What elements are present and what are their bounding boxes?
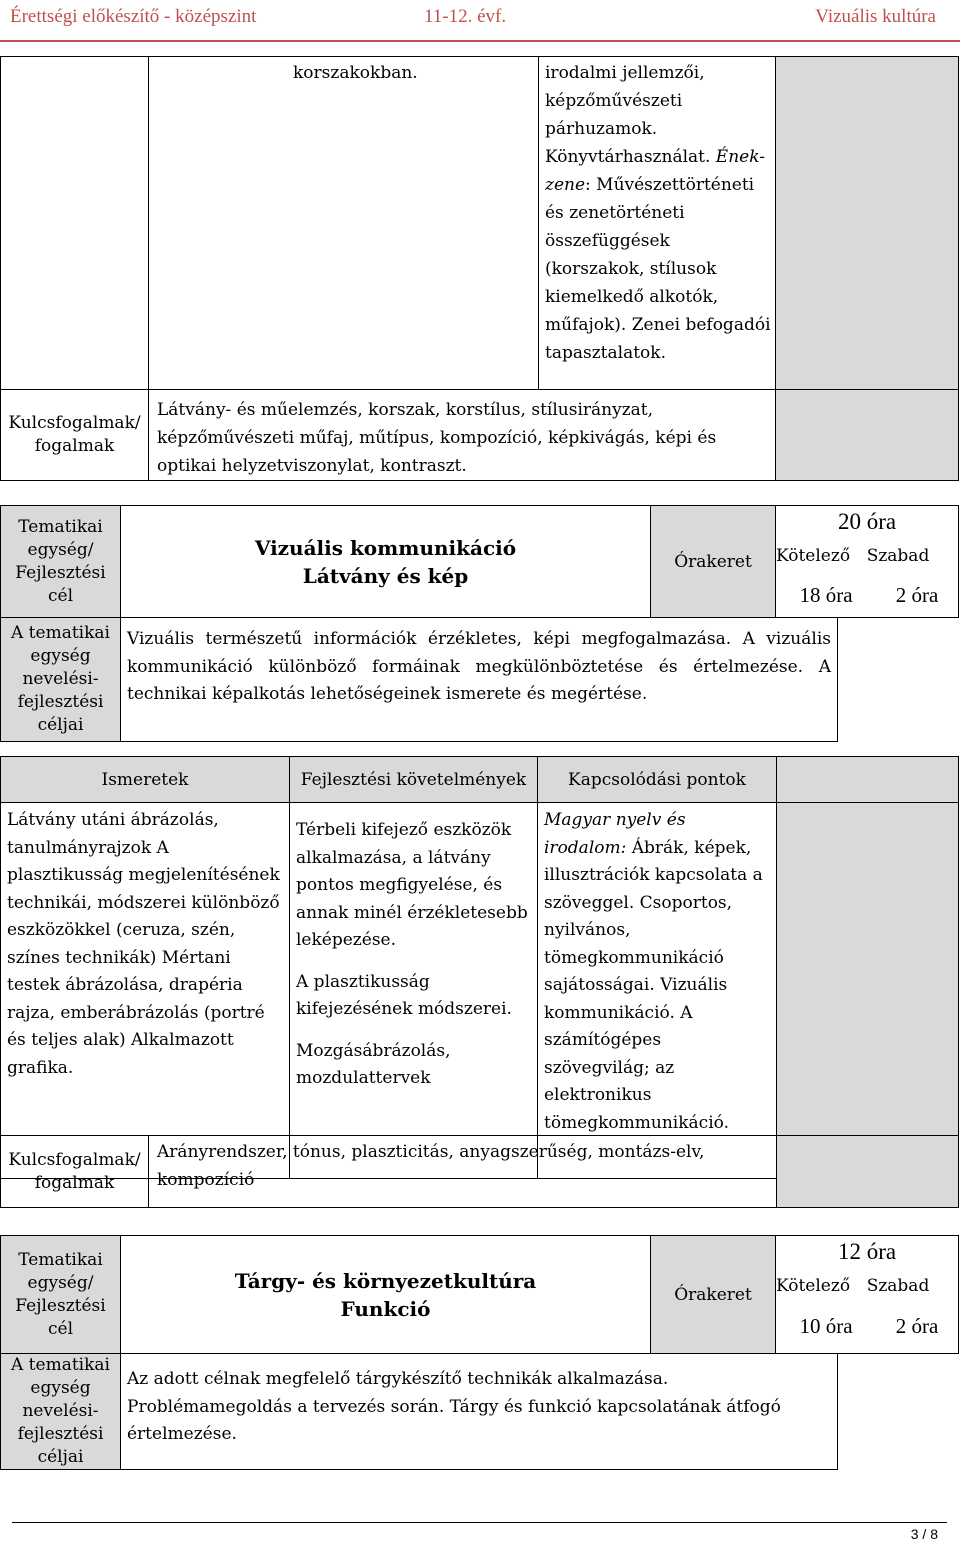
unit-title-main: Tárgy- és környezetkultúra xyxy=(234,1268,537,1293)
kapcsolodas-cell xyxy=(538,803,777,1179)
header-left: Érettségi előkészítő - középszint xyxy=(10,6,257,27)
empty-cell xyxy=(1,57,149,390)
key-concepts-text: Arányrendszer, tónus, plaszticitás, anyagszerűség, montázs-elv, kompozíció xyxy=(149,1136,777,1208)
unit-title xyxy=(121,1236,651,1354)
korszak-text: korszakokban. xyxy=(293,63,418,83)
key-concepts-table-visual xyxy=(0,1135,959,1208)
col-head-fejlesztes: Fejlesztési követelmények xyxy=(290,757,538,803)
unit-label: Tematikai egység/ Fejlesztési cél xyxy=(1,506,121,618)
shaded-cell xyxy=(776,57,959,390)
empty-cell xyxy=(838,1354,959,1470)
orakeret-label: Órakeret xyxy=(651,506,776,618)
goals-text: Vizuális természetű információk érzékletes, képi megfogalmazása. A vizuális kommunikáció különböző formáinak megkülönböztetése és értelmezése. A technikai képalkotás lehetőségeinek ismerete és megértése. xyxy=(121,618,838,742)
col-head-kapcsolodas: Kapcsolódási pontok xyxy=(538,757,777,803)
fejlesztes-1: Térbeli kifejező eszközök alkalmazása, a látvány pontos megfigyelése, és annak minél érzékletesebb leképezése. xyxy=(296,820,528,950)
kapcsolodas-text-b: : Művészettörténeti és zenetörténeti összefüggések (korszakok, stílusok kiemelkedő alkotók, műfajok). Zenei befogadói tapasztalatok. xyxy=(545,175,771,363)
ismeretek-cell: Látvány utáni ábrázolás, tanulmányrajzok A plasztikusság megjelenítésének technikái, módszerei különböző eszközökkel (ceruza, szén, színes technikák) Mértani testek ábrázolása, drapéria rajza, emberábrázolás (portré és teljes alak) Alkalmazott grafika. xyxy=(1,803,290,1179)
szabad-label: Szabad xyxy=(866,546,930,566)
header-subject: Vizuális kultúra xyxy=(815,6,936,27)
korszak-cell xyxy=(149,57,539,390)
fejlesztes-3: Mozgásábrázolás, mozdulattervek xyxy=(296,1040,451,1088)
szabad-label: Szabad xyxy=(866,1276,930,1296)
unit-label: Tematikai egység/ Fejlesztési cél xyxy=(1,1236,121,1354)
kotelezo-hours: 10 óra xyxy=(799,1313,853,1338)
unit-table-object-culture xyxy=(0,1235,959,1470)
kotelezo-label: Kötelező xyxy=(776,546,851,566)
key-concepts-label: Kulcsfogalmak/ fogalmak xyxy=(1,1136,149,1208)
hours-cell xyxy=(776,1236,959,1354)
szabad-hours: 2 óra xyxy=(895,582,939,607)
unit-title xyxy=(121,506,651,618)
goals-text: Az adott célnak megfelelő tárgykészítő technikák alkalmazása. Problémamegoldás a tervezés során. Tárgy és funkció kapcsolatának átfogó értelmezése. xyxy=(121,1354,838,1470)
kotelezo-hours: 18 óra xyxy=(799,582,853,607)
kapcsolodas-text-a: irodalmi jellemzői, képzőművészeti párhuzamok. Könyvtárhasználat. xyxy=(545,63,711,167)
hours-cell xyxy=(776,506,959,618)
empty-cell xyxy=(838,618,959,742)
unit-table-visual-communication xyxy=(0,505,959,742)
key-concepts-text: Látvány- és műelemzés, korszak, korstílus, stílusirányzat, képzőművészeti műfaj, műtípus, kompozíció, képkivágás, képi és optikai helyzetviszonylat, kontraszt. xyxy=(149,390,776,481)
col-head-ismeretek: Ismeretek xyxy=(1,757,290,803)
unit-title-main: Vizuális kommunikáció xyxy=(254,535,517,560)
shaded-cell xyxy=(777,757,959,803)
hours-total: 12 óra xyxy=(837,1239,897,1264)
key-concepts-label: Kulcsfogalmak/ fogalmak xyxy=(1,390,149,481)
page-number: 3 / 8 xyxy=(910,1526,938,1542)
content-table-visual-communication xyxy=(0,756,959,1179)
unit-title-sub: Funkció xyxy=(340,1296,431,1321)
footer-rule xyxy=(12,1522,947,1523)
szabad-hours: 2 óra xyxy=(895,1313,939,1338)
hours-total: 20 óra xyxy=(837,509,897,534)
shaded-cell xyxy=(777,1136,959,1208)
unit-title-sub: Látvány és kép xyxy=(302,563,469,588)
header-grade: 11-12. évf. xyxy=(424,6,507,27)
fejlesztes-cell xyxy=(290,803,538,1179)
shaded-cell xyxy=(776,390,959,481)
shaded-cell xyxy=(777,803,959,1179)
kotelezo-label: Kötelező xyxy=(776,1276,851,1296)
orakeret-label: Órakeret xyxy=(651,1236,776,1354)
goals-label: A tematikai egység nevelési-fejlesztési céljai xyxy=(1,1354,121,1470)
fejlesztes-2: A plasztikusság kifejezésének módszerei. xyxy=(296,971,512,1019)
continuation-table xyxy=(0,56,959,481)
kapcsolodas-text: Ábrák, képek, illusztrációk kapcsolata a szöveggel. Csoportos, nyilvános, tömegkommunikáció sajátosságai. Vizuális kommunikáció. A számítógépes szövegvilág; az elektronikus tömegkommunikáció. xyxy=(544,837,763,1133)
header-rule xyxy=(0,40,960,42)
goals-label: A tematikai egység nevelési-fejlesztési céljai xyxy=(1,618,121,742)
kapcsolodas-cell xyxy=(539,57,776,390)
kapcsolodas-subject: Ének-zene xyxy=(545,147,765,195)
kapcsolodas-subject: Magyar nyelv és irodalom: xyxy=(544,810,686,858)
